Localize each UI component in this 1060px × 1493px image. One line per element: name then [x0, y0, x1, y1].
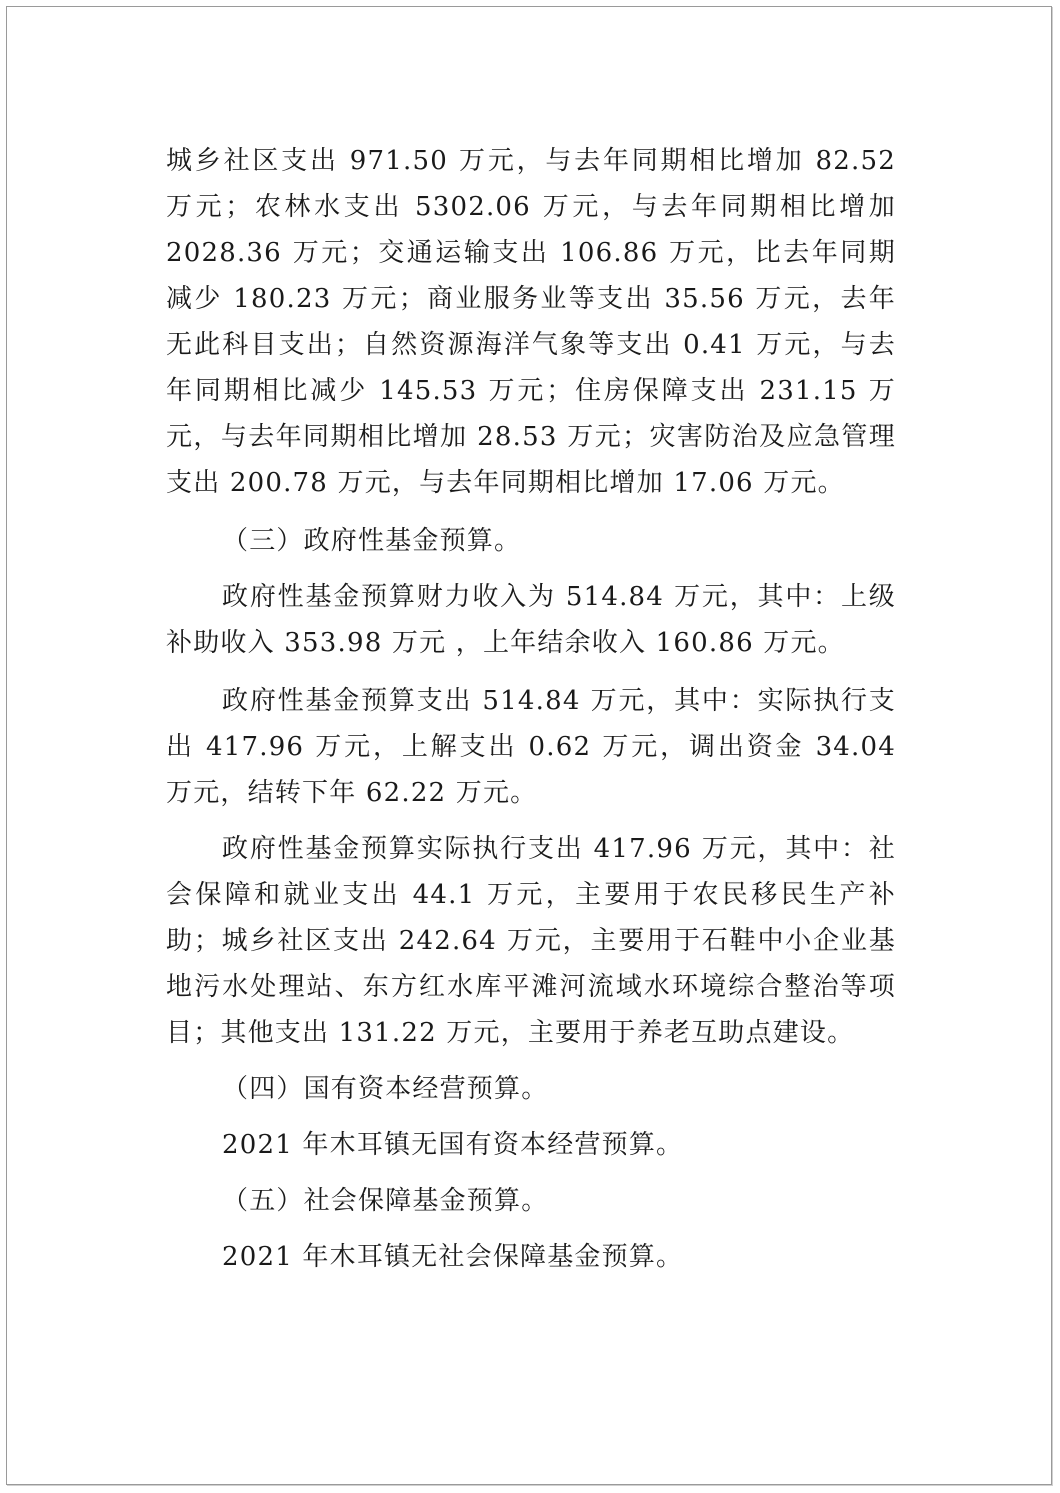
- paragraph-social-security-note: 2021 年木耳镇无社会保障基金预算。: [222, 1242, 684, 1272]
- paragraph-fund-actual-expenditure: 政府性基金预算实际执行支出 417.96 万元，其中：社会保障和就业支出 44.1 万元，主要用于农民移民生产补助；城乡社区支出 242.64 万元，主要用于石鞋中小企业基地污水处理站、东方红水库平滩河流域水环境综合整治等项目；其他支出 131.22 万元，主要用于养老互助点建设。: [166, 834, 896, 1048]
- paragraph-fund-expenditure: 政府性基金预算支出 514.84 万元，其中：实际执行支出 417.96 万元，上解支出 0.62 万元，调出资金 34.04 万元，结转下年 62.22 万元。: [166, 686, 896, 808]
- section-heading-state-capital-budget: （四）国有资本经营预算。: [222, 1074, 549, 1104]
- section-heading-social-security-budget: （五）社会保障基金预算。: [222, 1186, 549, 1216]
- paragraph-state-capital-note: 2021 年木耳镇无国有资本经营预算。: [222, 1130, 684, 1160]
- paragraph-expenditure-breakdown: 城乡社区支出 971.50 万元，与去年同期相比增加 82.52 万元；农林水支出 5302.06 万元，与去年同期相比增加 2028.36 万元；交通运输支出 106.86 万元，比去年同期减少 180.23 万元；商业服务业等支出 35.56 万元，去年无此科目支出；自然资源海洋气象等支出 0.41 万元，与去年同期相比减少 145.53 万元；住房保障支出 231.15 万元，与去年同期相比增加 28.53 万元；灾害防治及应急管理支出 200.78 万元，与去年同期相比增加 17.06 万元。: [166, 146, 896, 498]
- section-heading-government-fund-budget: （三）政府性基金预算。: [222, 526, 522, 556]
- paragraph-fund-income: 政府性基金预算财力收入为 514.84 万元，其中：上级补助收入 353.98 万元 ，上年结余收入 160.86 万元。: [166, 582, 896, 658]
- document-body: [166, 138, 896, 1280]
